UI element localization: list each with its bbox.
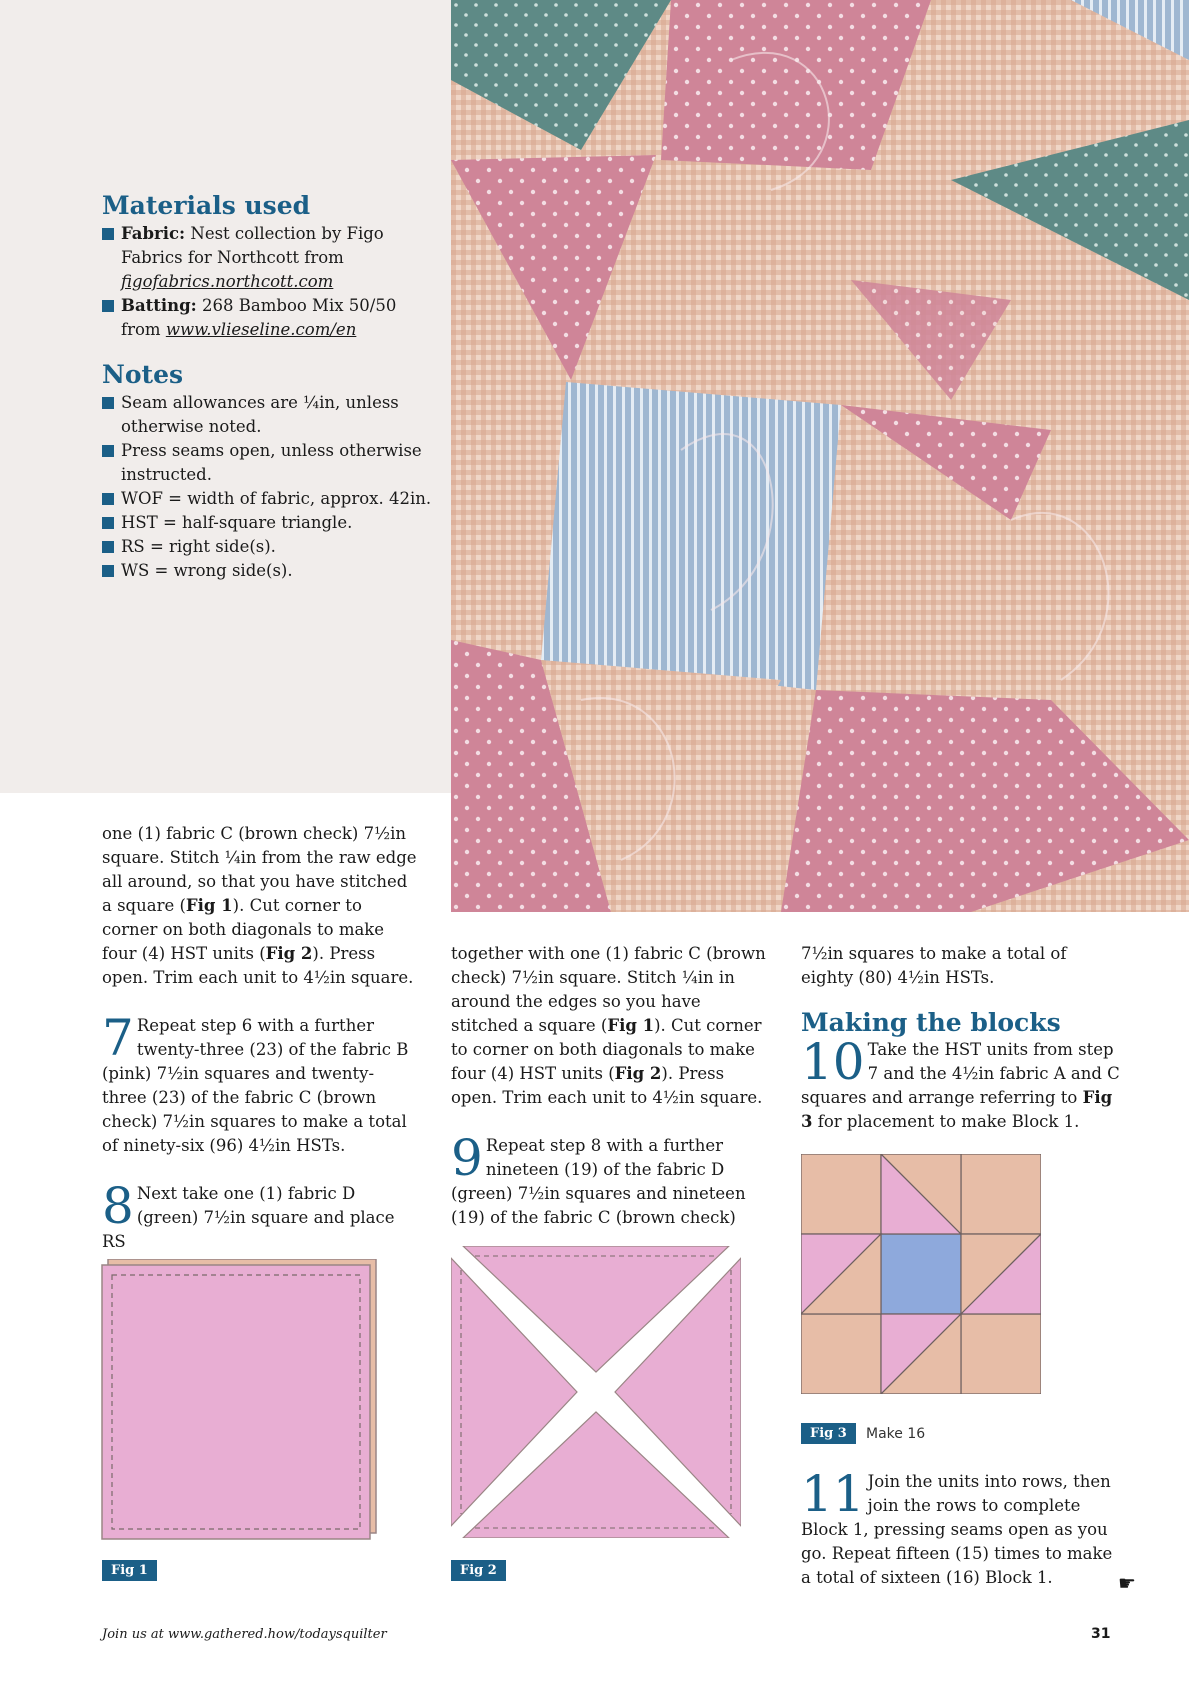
note-item: Seam allowances are ¼in, unless otherwise noted. xyxy=(102,391,432,439)
page-number: 31 xyxy=(1091,1626,1111,1642)
materials-item-fabric: Fabric: Nest collection by Figo Fabrics for Northcott from figofabrics.northcott.com xyxy=(102,222,432,294)
materials-item-batting: Batting: 268 Bamboo Mix 50/50 from www.vlieseline.com/en xyxy=(102,294,432,342)
footer-website: Join us at www.gathered.how/todaysquilter xyxy=(102,1627,387,1642)
fig1-label: Fig 1 xyxy=(102,1560,157,1581)
fig3-corner-square xyxy=(801,1154,881,1234)
col3-continued-text: 7½in squares to make a total of eighty (80) 4½in HSTs. xyxy=(801,944,1067,987)
note-item: HST = half-square triangle. xyxy=(102,511,432,535)
fig3-center-square xyxy=(881,1234,961,1314)
step-number: 7 xyxy=(102,1009,134,1067)
step-number: 9 xyxy=(451,1129,483,1187)
fig3-caption: Make 16 xyxy=(866,1426,926,1442)
step-10: 10 Take the HST units from step 7 and the 4½in fabric A and C squares and arrange referring to Fig 3 for placement to make Block 1. xyxy=(801,1033,1120,1131)
step-number: 10 xyxy=(801,1033,865,1091)
quilt-photo xyxy=(451,0,1189,912)
vlieseline-link[interactable]: www.vlieseline.com/en xyxy=(165,320,357,339)
fig2-label: Fig 2 xyxy=(451,1560,506,1581)
fig3-corner-square xyxy=(961,1314,1041,1394)
pointing-hand-icon: ☛ xyxy=(1118,1571,1136,1595)
step-9: 9 Repeat step 8 with a further nineteen (19) of the fabric D (green) 7½in squares and nineteen (19) of the fabric C (brown check) xyxy=(451,1129,746,1227)
fig1-front-square xyxy=(102,1265,370,1539)
col1-continued-text: one (1) fabric C (brown check) 7½in square. Stitch ¼in from the raw edge all around, so that you have stitched a square (Fig 1). Cut corner to corner on both diagonals to make four (4) HST units (Fig 2). Press open. Trim each unit to 4½in square. xyxy=(102,824,417,987)
step-number: 8 xyxy=(102,1177,134,1235)
note-item: WOF = width of fabric, approx. 42in. xyxy=(102,487,432,511)
step-11: 11 Join the units into rows, then join the rows to complete Block 1, pressing seams open as you go. Repeat fifteen (15) times to make a total of sixteen (16) Block 1. xyxy=(801,1465,1113,1587)
fig3-block-diagram xyxy=(801,1154,1041,1394)
fig3-corner-square xyxy=(961,1154,1041,1234)
col2-continued-text: together with one (1) fabric C (brown check) 7½in square. Stitch ¼in in around the edges so you have stitched a square (Fig 1). Cut corner to corner on both diagonals to make four (4) HST units (Fig 2). Press open. Trim each unit to 4½in square. xyxy=(451,944,766,1107)
fig3-corner-square xyxy=(801,1314,881,1394)
notes-heading: Notes xyxy=(102,360,184,389)
materials-heading: Materials used xyxy=(102,191,311,220)
step-number: 11 xyxy=(801,1465,865,1523)
note-item: Press seams open, unless otherwise instructed. xyxy=(102,439,432,487)
fig2-diagram xyxy=(451,1246,741,1538)
step-8: 8 Next take one (1) fabric D (green) 7½in square and place RS xyxy=(102,1177,395,1251)
step-7: 7 Repeat step 6 with a further twenty-three (23) of the fabric B (pink) 7½in squares and twenty-three (23) of the fabric C (brown check) 7½in squares to make a total of ninety-six (96) 4½in HSTs. xyxy=(102,1009,409,1155)
figofabrics-link[interactable]: figofabrics.northcott.com xyxy=(121,272,334,291)
notes-list xyxy=(102,391,432,583)
materials-list xyxy=(102,222,432,342)
making-blocks-heading: Making the blocks xyxy=(801,1008,1061,1037)
note-item: RS = right side(s). xyxy=(102,535,432,559)
fig1-diagram xyxy=(100,1259,380,1541)
note-item: WS = wrong side(s). xyxy=(102,559,432,583)
fig3-label: Fig 3 xyxy=(801,1423,856,1444)
